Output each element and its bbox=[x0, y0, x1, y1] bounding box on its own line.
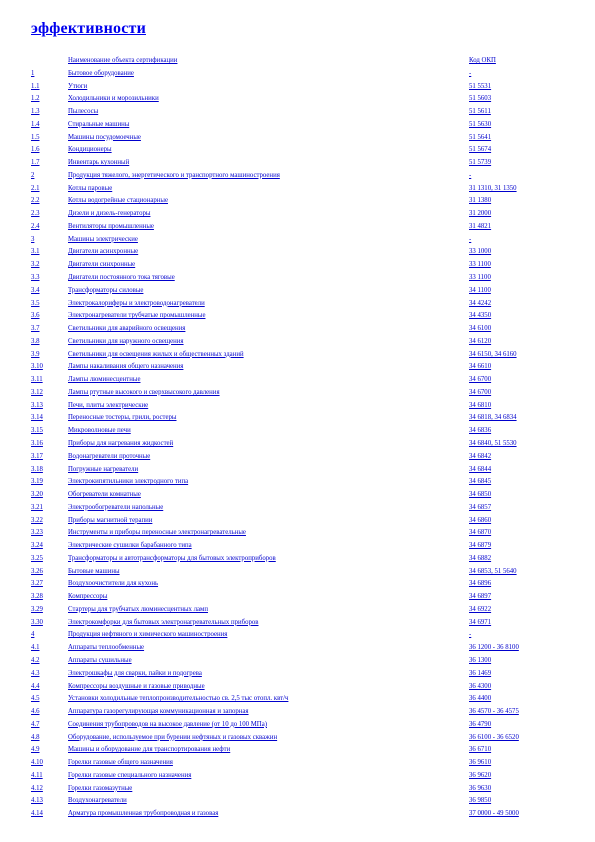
row-name[interactable]: Бытовые машины bbox=[68, 567, 120, 575]
row-code[interactable]: 34 6842 bbox=[469, 452, 492, 460]
table-row bbox=[0, 234, 595, 247]
row-name[interactable]: Лампы ртутные высокого и сверхвысокого давления bbox=[68, 388, 220, 396]
row-number[interactable]: 3.17 bbox=[31, 452, 43, 460]
row-code[interactable]: 34 6150, 34 6160 bbox=[469, 350, 517, 358]
table-row bbox=[0, 68, 595, 81]
table-row bbox=[0, 642, 595, 655]
row-name[interactable]: Аппаратура газорегулирующая коммуникационная и запорная bbox=[68, 708, 249, 716]
row-code[interactable]: 36 4790 bbox=[469, 720, 492, 728]
header-name[interactable]: Наименование объекта сертификации bbox=[68, 57, 178, 64]
row-name[interactable]: Соединения трубопроводов на высокое давление (от 10 до 100 МПа) bbox=[68, 720, 267, 728]
table-row bbox=[0, 629, 595, 642]
row-name[interactable]: Котлы паровые bbox=[68, 184, 113, 192]
row-code[interactable]: 34 6120 bbox=[469, 337, 492, 345]
row-name[interactable]: Светильники для освещения жилых и общественных зданий bbox=[68, 350, 244, 358]
table-row bbox=[0, 732, 595, 745]
table-row bbox=[0, 387, 595, 400]
row-code[interactable]: 34 6882 bbox=[469, 554, 492, 562]
row-number[interactable]: 1.3 bbox=[31, 108, 40, 116]
row-code[interactable]: 34 6610 bbox=[469, 363, 492, 371]
row-name[interactable]: Стиральные машины bbox=[68, 120, 130, 128]
row-code[interactable]: 34 6850 bbox=[469, 491, 492, 499]
row-name[interactable]: Трансформаторы и автотрансформаторы для бытовых электроприборов bbox=[68, 554, 276, 562]
row-name[interactable]: Электрические сушилки барабанного типа bbox=[68, 542, 192, 550]
row-code[interactable]: 31 4821 bbox=[469, 222, 492, 230]
row-name[interactable]: Электрошкафы для сварки, пайки и подогрева bbox=[68, 669, 202, 677]
row-code[interactable]: 34 6810 bbox=[469, 401, 492, 409]
row-number[interactable]: 3.6 bbox=[31, 312, 40, 320]
row-name[interactable]: Воздухоочистители для кухонь bbox=[68, 580, 159, 588]
table-row bbox=[0, 578, 595, 591]
row-code[interactable]: 34 6836 bbox=[469, 427, 492, 435]
row-name[interactable]: Трансформаторы силовые bbox=[68, 286, 144, 294]
row-number[interactable]: 4.4 bbox=[31, 682, 40, 690]
row-number[interactable]: 3.29 bbox=[31, 605, 43, 613]
row-number[interactable]: 4.3 bbox=[31, 669, 40, 677]
table-row bbox=[0, 208, 595, 221]
table-row bbox=[0, 744, 595, 757]
row-number[interactable]: 4.13 bbox=[31, 797, 43, 805]
row-name[interactable]: Воздухонагреватели bbox=[68, 797, 127, 805]
row-name[interactable]: Оборудование, используемое при бурении нефтяных и газовых скважин bbox=[68, 733, 278, 741]
row-name[interactable]: Горелки газомазутные bbox=[68, 784, 133, 792]
row-name[interactable]: Холодильники и морозильники bbox=[68, 95, 159, 103]
row-code[interactable]: 36 1469 bbox=[469, 669, 492, 677]
row-number[interactable]: 2.4 bbox=[31, 222, 40, 230]
row-code[interactable]: 34 6840, 51 5530 bbox=[469, 439, 517, 447]
row-number[interactable]: 3.15 bbox=[31, 427, 43, 435]
table-row bbox=[0, 144, 595, 157]
row-name[interactable]: Машины и оборудование для транспортирования нефти bbox=[68, 746, 231, 754]
row-number[interactable]: 1 bbox=[31, 69, 35, 77]
table-row bbox=[0, 349, 595, 362]
row-code[interactable]: 34 6857 bbox=[469, 503, 492, 511]
row-number[interactable]: 3.23 bbox=[31, 529, 43, 537]
row-name[interactable]: Переносные тостеры, грили, ростеры bbox=[68, 414, 177, 422]
row-name[interactable]: Пылесосы bbox=[68, 108, 99, 116]
table-row bbox=[0, 323, 595, 336]
row-number[interactable]: 3.28 bbox=[31, 593, 43, 601]
table-header bbox=[0, 55, 595, 68]
row-number[interactable]: 1.4 bbox=[31, 120, 40, 128]
row-number[interactable]: 3.4 bbox=[31, 286, 40, 294]
table-row bbox=[0, 553, 595, 566]
row-name[interactable]: Установки холодильные теплопроизводительностью св. 2,5 тыс отопл. квт/ч bbox=[68, 695, 289, 703]
table-row bbox=[0, 770, 595, 783]
row-code[interactable]: 34 6818, 34 6834 bbox=[469, 414, 517, 422]
row-number[interactable]: 2.1 bbox=[31, 184, 40, 192]
row-code[interactable]: 34 6100 bbox=[469, 325, 492, 333]
table-row bbox=[0, 221, 595, 234]
row-code[interactable]: 31 2000 bbox=[469, 210, 492, 218]
row-number[interactable]: 3.14 bbox=[31, 414, 43, 422]
row-number[interactable]: 1.2 bbox=[31, 95, 40, 103]
row-code[interactable]: 36 9630 bbox=[469, 784, 492, 792]
row-number[interactable]: 3.19 bbox=[31, 478, 43, 486]
row-name[interactable]: Электрокипятильники электродного типа bbox=[68, 478, 189, 486]
row-number[interactable]: 1.5 bbox=[31, 133, 40, 141]
row-code[interactable]: 51 5641 bbox=[469, 133, 492, 141]
row-number[interactable]: 4.5 bbox=[31, 695, 40, 703]
row-name[interactable]: Двигатели синхронные bbox=[68, 261, 136, 269]
row-number[interactable]: 1.1 bbox=[31, 82, 40, 90]
row-name[interactable]: Инвентарь кухонный bbox=[68, 159, 130, 167]
row-code[interactable]: 34 6845 bbox=[469, 478, 492, 486]
row-name[interactable]: Лампы накаливания общего назначения bbox=[68, 363, 184, 371]
table-row bbox=[0, 374, 595, 387]
row-name[interactable]: Водонагреватели проточные bbox=[68, 452, 151, 460]
row-name[interactable]: Печи, плиты электрические bbox=[68, 401, 149, 409]
row-code[interactable]: 51 5531 bbox=[469, 82, 492, 90]
row-code[interactable]: 34 6922 bbox=[469, 605, 492, 613]
row-code[interactable]: 51 5674 bbox=[469, 146, 492, 154]
row-name[interactable]: Дизели и дизель-генераторы bbox=[68, 210, 151, 218]
row-number[interactable]: 4.2 bbox=[31, 656, 40, 664]
row-code[interactable]: 36 9610 bbox=[469, 759, 492, 767]
row-name[interactable]: Горелки газовые общего назначения bbox=[68, 759, 173, 767]
table-row bbox=[0, 502, 595, 515]
row-name[interactable]: Котлы водогрейные стационарные bbox=[68, 197, 168, 205]
row-number[interactable]: 4.7 bbox=[31, 720, 40, 728]
row-number[interactable]: 2 bbox=[31, 171, 35, 179]
row-name[interactable]: Приборы магнитной терапии bbox=[68, 516, 153, 524]
table-row bbox=[0, 119, 595, 132]
row-name[interactable]: Арматура промышленная трубопроводная и газовая bbox=[68, 810, 219, 818]
table-row bbox=[0, 195, 595, 208]
table-row bbox=[0, 93, 595, 106]
row-code[interactable]: 36 1300 bbox=[469, 656, 492, 664]
table-body bbox=[0, 68, 595, 821]
row-number[interactable]: 3.1 bbox=[31, 248, 40, 256]
certification-table bbox=[0, 55, 595, 821]
row-number[interactable]: 3.25 bbox=[31, 554, 43, 562]
row-name[interactable]: Двигатели постоянного тока тяговые bbox=[68, 274, 175, 282]
table-row bbox=[0, 591, 595, 604]
row-name[interactable]: Приборы для нагревания жидкостей bbox=[68, 439, 174, 447]
row-name[interactable]: Светильники для аварийного освещения bbox=[68, 325, 186, 333]
table-row bbox=[0, 81, 595, 94]
row-number[interactable]: 2.2 bbox=[31, 197, 40, 205]
row-code[interactable]: 33 1100 bbox=[469, 261, 491, 269]
table-row bbox=[0, 464, 595, 477]
table-row bbox=[0, 400, 595, 413]
row-number[interactable]: 4.12 bbox=[31, 784, 43, 792]
row-number[interactable]: 3.12 bbox=[31, 388, 43, 396]
row-name[interactable]: Электрокалориферы и электроводонагреватели bbox=[68, 299, 205, 307]
table-row bbox=[0, 298, 595, 311]
row-number[interactable]: 3.13 bbox=[31, 401, 43, 409]
row-code[interactable]: 34 6879 bbox=[469, 542, 492, 550]
row-name[interactable]: Горелки газовые специального назначения bbox=[68, 771, 192, 779]
table-row bbox=[0, 170, 595, 183]
row-number[interactable]: 1.7 bbox=[31, 159, 40, 167]
row-number[interactable]: 3.24 bbox=[31, 542, 43, 550]
row-number[interactable]: 4.6 bbox=[31, 708, 40, 716]
table-row bbox=[0, 157, 595, 170]
row-number[interactable]: 3.8 bbox=[31, 337, 40, 345]
table-row bbox=[0, 285, 595, 298]
row-code[interactable]: - bbox=[469, 235, 472, 243]
row-code[interactable]: - bbox=[469, 631, 472, 639]
row-code[interactable]: 36 4570 - 36 4575 bbox=[469, 708, 519, 716]
row-number[interactable]: 4 bbox=[31, 631, 35, 639]
row-number[interactable]: 3 bbox=[31, 235, 35, 243]
row-code[interactable]: 34 6700 bbox=[469, 376, 492, 384]
row-name[interactable]: Утюги bbox=[68, 82, 88, 90]
table-row bbox=[0, 757, 595, 770]
row-name[interactable]: Электрообогреватели напольные bbox=[68, 503, 164, 511]
row-code[interactable]: 34 4350 bbox=[469, 312, 492, 320]
row-code[interactable]: 34 1100 bbox=[469, 286, 491, 294]
table-row bbox=[0, 361, 595, 374]
row-number[interactable]: 3.11 bbox=[31, 376, 43, 384]
row-code[interactable]: 34 6897 bbox=[469, 593, 492, 601]
row-code[interactable]: 36 6710 bbox=[469, 746, 492, 754]
header-code[interactable]: Код ОКП bbox=[469, 57, 496, 64]
table-row bbox=[0, 540, 595, 553]
row-code[interactable]: 36 9850 bbox=[469, 797, 492, 805]
row-code[interactable]: 31 1310, 31 1350 bbox=[469, 184, 517, 192]
row-name[interactable]: Аппараты теплообменные bbox=[68, 644, 145, 652]
row-number[interactable]: 4.9 bbox=[31, 746, 40, 754]
row-name[interactable]: Аппараты сушильные bbox=[68, 656, 132, 664]
row-code[interactable]: 34 6860 bbox=[469, 516, 492, 524]
row-number[interactable]: 3.26 bbox=[31, 567, 43, 575]
row-code[interactable]: 51 5739 bbox=[469, 159, 492, 167]
row-number[interactable]: 3.30 bbox=[31, 618, 43, 626]
row-number[interactable]: 3.18 bbox=[31, 465, 43, 473]
row-name[interactable]: Погружные нагреватели bbox=[68, 465, 139, 473]
table-row bbox=[0, 681, 595, 694]
row-code[interactable]: 36 1200 - 36 8100 bbox=[469, 644, 519, 652]
row-code[interactable]: 34 6844 bbox=[469, 465, 492, 473]
table-row bbox=[0, 693, 595, 706]
table-row bbox=[0, 617, 595, 630]
row-name[interactable]: Электрокомфорки для бытовых электронагревательных приборов bbox=[68, 618, 259, 626]
row-name[interactable]: Инструменты и приборы переносные электронагревательные bbox=[68, 529, 246, 537]
table-row bbox=[0, 795, 595, 808]
row-code[interactable]: 33 1100 bbox=[469, 274, 491, 282]
row-code[interactable]: 34 6896 bbox=[469, 580, 492, 588]
row-number[interactable]: 3.22 bbox=[31, 516, 43, 524]
row-code[interactable]: 51 5603 bbox=[469, 95, 492, 103]
row-code[interactable]: 34 6853, 51 5640 bbox=[469, 567, 517, 575]
table-row bbox=[0, 719, 595, 732]
table-row bbox=[0, 272, 595, 285]
table-row bbox=[0, 425, 595, 438]
row-number[interactable]: 3.5 bbox=[31, 299, 40, 307]
table-row bbox=[0, 476, 595, 489]
row-number[interactable]: 4.10 bbox=[31, 759, 43, 767]
table-row bbox=[0, 106, 595, 119]
table-row bbox=[0, 655, 595, 668]
row-number[interactable]: 4.14 bbox=[31, 810, 43, 818]
row-name[interactable]: Машины посудомоечные bbox=[68, 133, 141, 141]
row-number[interactable]: 3.20 bbox=[31, 491, 43, 499]
row-code[interactable]: 37 0000 - 49 5000 bbox=[469, 810, 519, 818]
table-row bbox=[0, 412, 595, 425]
row-number[interactable]: 4.11 bbox=[31, 771, 43, 779]
row-code[interactable]: 36 9620 bbox=[469, 771, 492, 779]
table-row bbox=[0, 438, 595, 451]
row-name[interactable]: Электронагреватели трубчатые промышленные bbox=[68, 312, 206, 320]
row-name[interactable]: Обогреватели комнатные bbox=[68, 491, 141, 499]
row-code[interactable]: - bbox=[469, 69, 472, 77]
row-code[interactable]: 34 4242 bbox=[469, 299, 492, 307]
table-row bbox=[0, 808, 595, 821]
row-number[interactable]: 3.7 bbox=[31, 325, 40, 333]
row-name[interactable]: Светильники для наружного освещения bbox=[68, 337, 184, 345]
row-code[interactable]: 34 6870 bbox=[469, 529, 492, 537]
row-name[interactable]: Компрессоры воздушные и газовые приводные bbox=[68, 682, 205, 690]
row-number[interactable]: 3.27 bbox=[31, 580, 43, 588]
row-name[interactable]: Компрессоры bbox=[68, 593, 108, 601]
row-number[interactable]: 4.1 bbox=[31, 644, 40, 652]
row-code[interactable]: 34 6700 bbox=[469, 388, 492, 396]
row-number[interactable]: 1.6 bbox=[31, 146, 40, 154]
document-title: эффективности bbox=[31, 20, 146, 37]
row-number[interactable]: 3.16 bbox=[31, 439, 43, 447]
table-row bbox=[0, 183, 595, 196]
row-number[interactable]: 3.21 bbox=[31, 503, 43, 511]
row-code[interactable]: 36 6100 - 36 6520 bbox=[469, 733, 519, 741]
table-row bbox=[0, 132, 595, 145]
table-row bbox=[0, 259, 595, 272]
table-row bbox=[0, 336, 595, 349]
table-row bbox=[0, 451, 595, 464]
row-number[interactable]: 2.3 bbox=[31, 210, 40, 218]
table-row bbox=[0, 604, 595, 617]
row-name[interactable]: Продукция нефтяного и химического машиностроения bbox=[68, 631, 228, 639]
row-name[interactable]: Микроволновые печи bbox=[68, 427, 131, 435]
row-number[interactable]: 4.8 bbox=[31, 733, 40, 741]
row-code[interactable]: 31 1380 bbox=[469, 197, 492, 205]
row-code[interactable]: 36 4300 bbox=[469, 682, 492, 690]
row-number[interactable]: 3.2 bbox=[31, 261, 40, 269]
row-name[interactable]: Машины электрические bbox=[68, 235, 138, 243]
row-name[interactable]: Лампы люминесцентные bbox=[68, 376, 141, 384]
row-code[interactable]: 51 5630 bbox=[469, 120, 492, 128]
row-code[interactable]: 34 6971 bbox=[469, 618, 492, 626]
table-row bbox=[0, 706, 595, 719]
row-number[interactable]: 3.9 bbox=[31, 350, 40, 358]
row-name[interactable]: Вентиляторы промышленные bbox=[68, 222, 154, 230]
table-row bbox=[0, 668, 595, 681]
row-name[interactable]: Стартеры для трубчатых люминесцентных ламп bbox=[68, 605, 208, 613]
row-name[interactable]: Двигатели асинхронные bbox=[68, 248, 139, 256]
table-row bbox=[0, 566, 595, 579]
row-name[interactable]: Бытовое оборудование bbox=[68, 69, 134, 77]
row-name[interactable]: Кондиционеры bbox=[68, 146, 112, 154]
table-row bbox=[0, 527, 595, 540]
row-name[interactable]: Продукция тяжелого, энергетического и транспортного машиностроения bbox=[68, 171, 280, 179]
table-row bbox=[0, 310, 595, 323]
table-row bbox=[0, 246, 595, 259]
table-row bbox=[0, 489, 595, 502]
row-code[interactable]: 51 5611 bbox=[469, 108, 491, 116]
row-number[interactable]: 3.10 bbox=[31, 363, 43, 371]
table-row bbox=[0, 783, 595, 796]
row-code[interactable]: - bbox=[469, 171, 472, 179]
row-code[interactable]: 33 1000 bbox=[469, 248, 492, 256]
row-number[interactable]: 3.3 bbox=[31, 274, 40, 282]
row-code[interactable]: 36 4400 bbox=[469, 695, 492, 703]
table-row bbox=[0, 515, 595, 528]
